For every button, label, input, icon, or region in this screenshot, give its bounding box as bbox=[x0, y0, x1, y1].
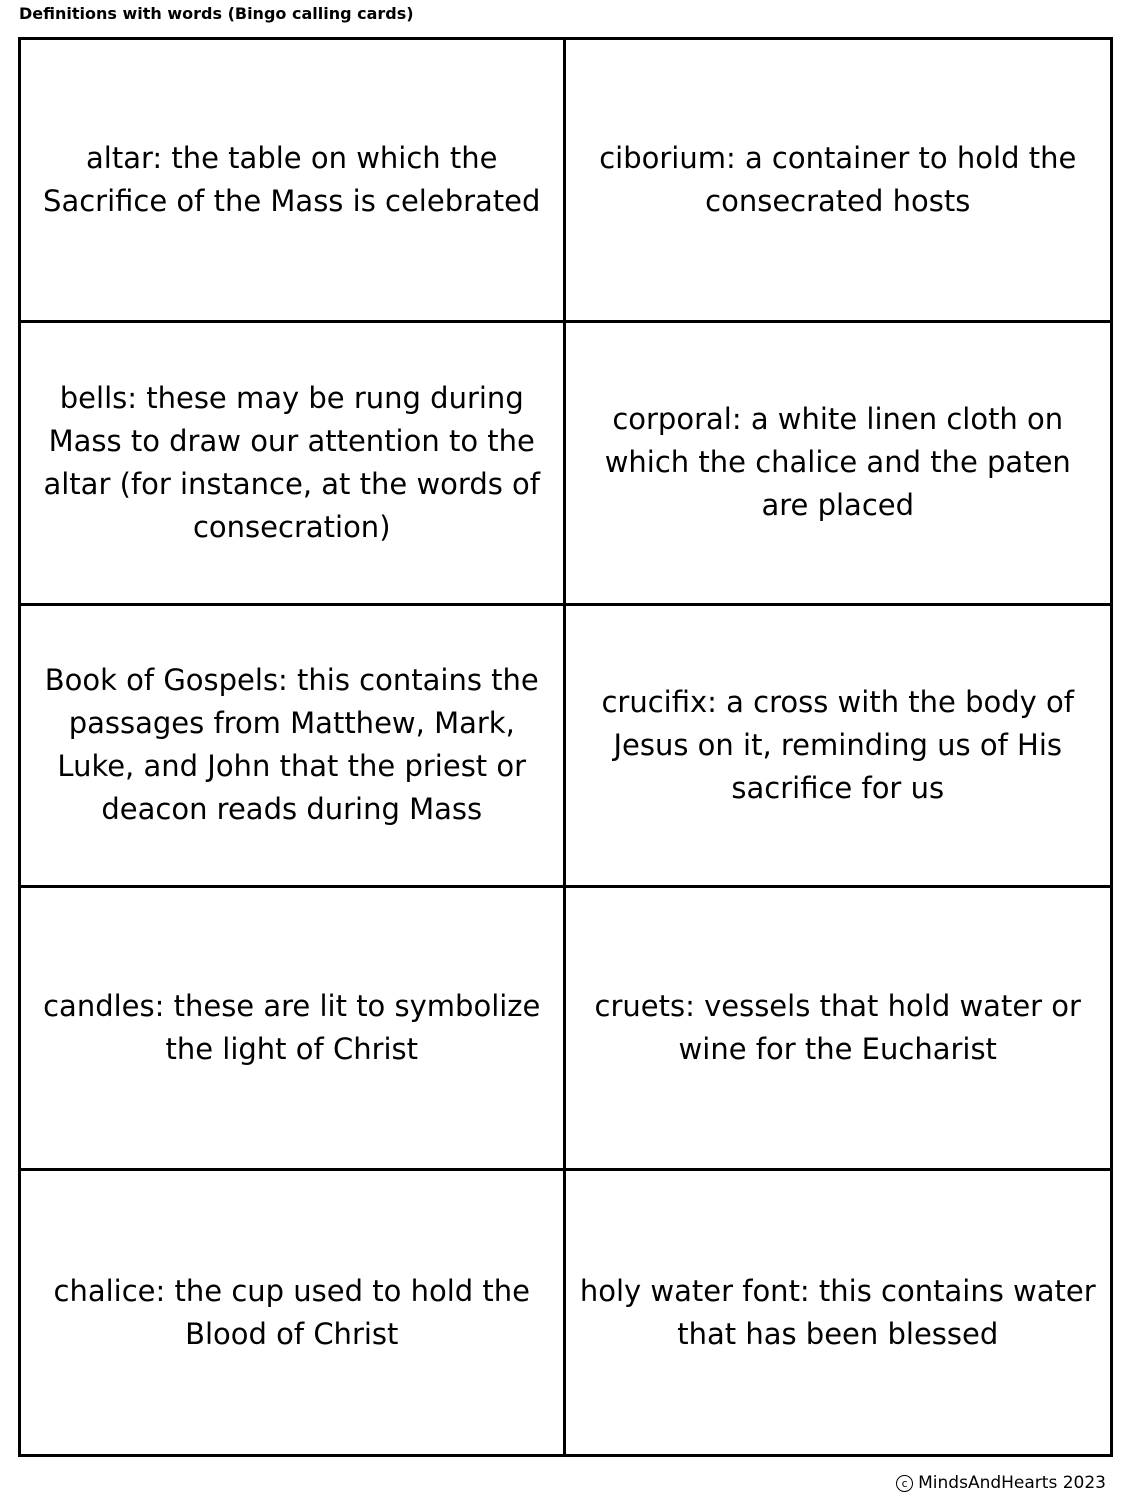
card-definition-text: ciborium: a container to hold the consecrated hosts bbox=[599, 140, 1077, 218]
calling-card bbox=[566, 606, 1111, 889]
bingo-card-grid bbox=[18, 37, 1113, 1457]
calling-card bbox=[21, 888, 566, 1171]
card-definition-text: altar: the table on which the Sacrifice of the Mass is celebrated bbox=[43, 140, 541, 218]
calling-card bbox=[21, 606, 566, 889]
card-definition-text: crucifix: a cross with the body of Jesus on it, reminding us of His sacrifice for us bbox=[601, 684, 1074, 805]
card-definition-text: chalice: the cup used to hold the Blood of Christ bbox=[53, 1273, 530, 1351]
card-definition-text: bells: these may be rung during Mass to draw our attention to the altar (for instance, at the words of consecration) bbox=[43, 380, 541, 544]
calling-card bbox=[21, 323, 566, 606]
card-definition-text: corporal: a white linen cloth on which the chalice and the paten are placed bbox=[604, 402, 1071, 523]
copyright-footer bbox=[896, 1472, 1106, 1494]
calling-card bbox=[21, 40, 566, 323]
card-definition-text: cruets: vessels that hold water or wine for the Eucharist bbox=[594, 989, 1081, 1067]
card-definition-text: Book of Gospels: this contains the passages from Matthew, Mark, Luke, and John that the priest or deacon reads during Mass bbox=[44, 663, 539, 827]
calling-card bbox=[566, 323, 1111, 606]
page-title: Definitions with words (Bingo calling cards) bbox=[19, 4, 414, 23]
copyright-text: MindsAndHearts 2023 bbox=[918, 1473, 1106, 1493]
calling-card bbox=[566, 888, 1111, 1171]
copyright-icon: c bbox=[896, 1475, 913, 1492]
calling-card bbox=[21, 1171, 566, 1454]
calling-card bbox=[566, 1171, 1111, 1454]
card-definition-text: holy water font: this contains water that has been blessed bbox=[579, 1273, 1096, 1351]
card-definition-text: candles: these are lit to symbolize the light of Christ bbox=[43, 989, 541, 1067]
calling-card bbox=[566, 40, 1111, 323]
